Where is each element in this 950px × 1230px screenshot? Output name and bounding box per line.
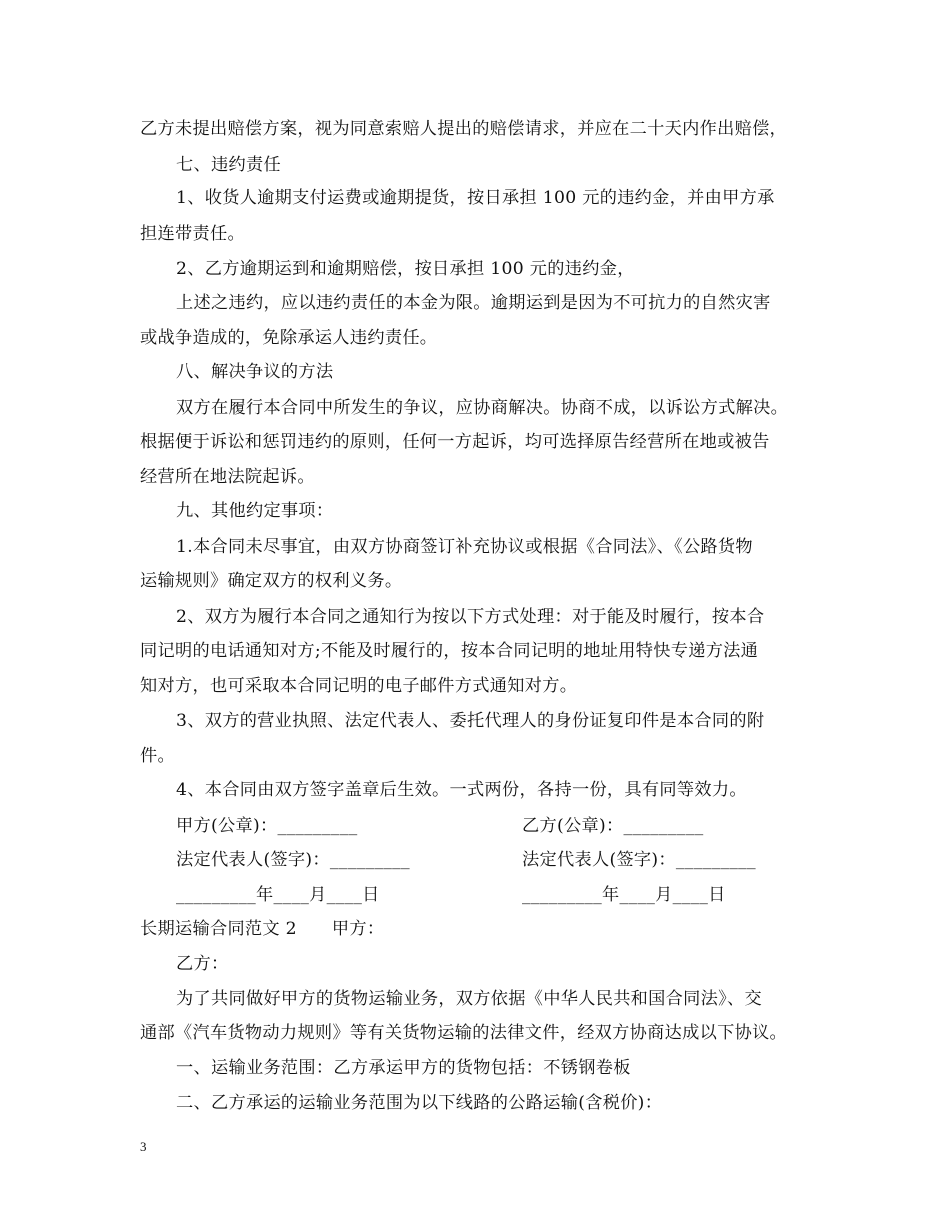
paragraph-line: 担连带责任。: [140, 224, 245, 244]
party-b-seal: 乙方(公章)：_________: [522, 816, 704, 836]
paragraph-line: 同记明的电话通知对方;不能及时履行的，按本合同记明的地址用特快专递方法通: [140, 641, 759, 661]
paragraph-line: 双方在履行本合同中所发生的争议，应协商解决。协商不成，以诉讼方式解决。: [176, 398, 789, 418]
second-contract-title: 长期运输合同范文 2 甲方：: [140, 919, 385, 939]
party-b-label: 乙方：: [176, 954, 229, 974]
paragraph-line: 二、乙方承运的运输业务范围为以下线路的公路运输(含税价)：: [176, 1093, 663, 1113]
paragraph-line: 或战争造成的，免除承运人违约责任。: [140, 328, 438, 348]
paragraph-line: 3、双方的营业执照、法定代表人、委托代理人的身份证复印件是本合同的附: [176, 711, 765, 731]
section-heading-dispute: 八、解决争议的方法: [176, 362, 334, 382]
section-heading-breach: 七、违约责任: [176, 155, 281, 175]
paragraph-line: 4、本合同由双方签字盖章后生效。一式两份，各持一份，具有同等效力。: [176, 780, 747, 800]
party-a-date: _________年____月____日: [176, 885, 380, 905]
paragraph-line: 2、乙方逾期运到和逾期赔偿，按日承担 100 元的违约金，: [176, 259, 635, 279]
paragraph-line: 件。: [140, 746, 175, 766]
paragraph-line: 上述之违约，应以违约责任的本金为限。逾期运到是因为不可抗力的自然灾害: [176, 293, 771, 313]
party-a-representative: 法定代表人(签字)：_________: [176, 850, 410, 870]
paragraph-line: 1.本合同未尽事宜，由双方协商签订补充协议或根据《合同法》、《公路货物: [176, 537, 753, 557]
paragraph-line: 为了共同做好甲方的货物运输业务，双方依据《中华人民共和国合同法》、交: [176, 989, 762, 1009]
paragraph-line: 根据便于诉讼和惩罚违约的原则，任何一方起诉，均可选择原告经营所在地或被告: [140, 432, 770, 452]
paragraph-line: 运输规则》确定双方的权利义务。: [140, 571, 403, 591]
party-a-seal: 甲方(公章)：_________: [176, 816, 358, 836]
paragraph-line: 知对方，也可采取本合同记明的电子邮件方式通知对方。: [140, 676, 578, 696]
paragraph-line: 2、双方为履行本合同之通知行为按以下方式处理：对于能及时履行，按本合: [176, 607, 765, 627]
paragraph-line: 1、收货人逾期支付运费或逾期提货，按日承担 100 元的违约金，并由甲方承: [176, 188, 775, 208]
page-number: 3: [140, 1139, 147, 1154]
paragraph-line: 乙方未提出赔偿方案，视为同意索赔人提出的赔偿请求，并应在二十天内作出赔偿，: [140, 119, 788, 139]
paragraph-line: 一、运输业务范围：乙方承运甲方的货物包括：不锈钢卷板: [176, 1058, 631, 1078]
paragraph-line: 经营所在地法院起诉。: [140, 467, 315, 487]
party-b-date: _________年____月____日: [522, 885, 726, 905]
section-heading-other: 九、其他约定事项：: [176, 501, 334, 521]
paragraph-line: 通部《汽车货物动力规则》等有关货物运输的法律文件，经双方协商达成以下协议。: [140, 1023, 788, 1043]
party-b-representative: 法定代表人(签字)：_________: [522, 850, 756, 870]
